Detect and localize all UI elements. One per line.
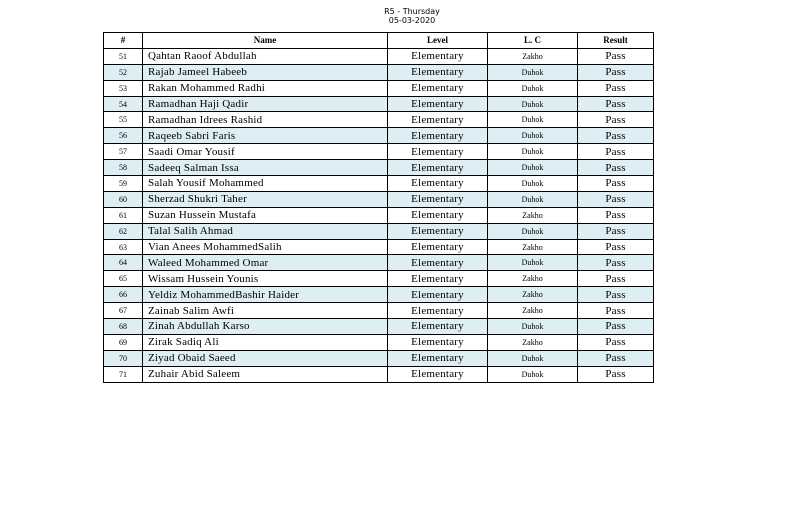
row-learning-center: Duhok — [488, 350, 578, 366]
row-learning-center: Duhok — [488, 96, 578, 112]
table-row — [104, 144, 654, 160]
table-row — [104, 334, 654, 350]
row-name: Rakan Mohammed Radhi — [143, 80, 388, 96]
table-row — [104, 191, 654, 207]
row-learning-center: Duhok — [488, 319, 578, 335]
row-level: Elementary — [388, 303, 488, 319]
row-learning-center: Zakho — [488, 287, 578, 303]
row-level: Elementary — [388, 319, 488, 335]
row-number: 53 — [104, 80, 143, 96]
table-row — [104, 350, 654, 366]
row-learning-center: Duhok — [488, 176, 578, 192]
row-learning-center: Duhok — [488, 128, 578, 144]
row-level: Elementary — [388, 350, 488, 366]
row-level: Elementary — [388, 287, 488, 303]
row-result: Pass — [578, 64, 654, 80]
row-level: Elementary — [388, 207, 488, 223]
row-level: Elementary — [388, 160, 488, 176]
table-row — [104, 319, 654, 335]
table-row — [104, 128, 654, 144]
table-row — [104, 207, 654, 223]
row-name: Zinah Abdullah Karso — [143, 319, 388, 335]
row-name: Zirak Sadiq Ali — [143, 334, 388, 350]
table-row — [104, 287, 654, 303]
row-name: Raqeeb Sabri Faris — [143, 128, 388, 144]
row-learning-center: Duhok — [488, 223, 578, 239]
row-name: Saadi Omar Yousif — [143, 144, 388, 160]
row-result: Pass — [578, 350, 654, 366]
row-name: Yeldiz MohammedBashir Haider — [143, 287, 388, 303]
row-number: 58 — [104, 160, 143, 176]
row-learning-center: Duhok — [488, 64, 578, 80]
row-number: 51 — [104, 48, 143, 64]
table-row — [104, 160, 654, 176]
table-header-row — [104, 33, 654, 49]
row-learning-center: Zakho — [488, 271, 578, 287]
row-name: Talal Salih Ahmad — [143, 223, 388, 239]
row-learning-center: Zakho — [488, 239, 578, 255]
table-row — [104, 64, 654, 80]
row-result: Pass — [578, 207, 654, 223]
row-number: 66 — [104, 287, 143, 303]
row-level: Elementary — [388, 64, 488, 80]
row-level: Elementary — [388, 255, 488, 271]
row-result: Pass — [578, 319, 654, 335]
column-header-name: Name — [143, 33, 388, 49]
table-row — [104, 271, 654, 287]
table-row — [104, 303, 654, 319]
row-level: Elementary — [388, 112, 488, 128]
row-level: Elementary — [388, 144, 488, 160]
row-level: Elementary — [388, 271, 488, 287]
row-name: Sadeeq Salman Issa — [143, 160, 388, 176]
row-name: Zuhair Abid Saleem — [143, 366, 388, 382]
column-header-number: # — [104, 33, 143, 49]
table-row — [104, 255, 654, 271]
row-level: Elementary — [388, 96, 488, 112]
column-header-level: Level — [388, 33, 488, 49]
row-learning-center: Duhok — [488, 112, 578, 128]
row-result: Pass — [578, 144, 654, 160]
row-number: 56 — [104, 128, 143, 144]
row-result: Pass — [578, 271, 654, 287]
row-level: Elementary — [388, 239, 488, 255]
row-level: Elementary — [388, 366, 488, 382]
row-result: Pass — [578, 239, 654, 255]
row-number: 64 — [104, 255, 143, 271]
row-level: Elementary — [388, 128, 488, 144]
session-title: R5 - Thursday — [384, 7, 440, 16]
row-name: Ramadhan Idrees Rashid — [143, 112, 388, 128]
row-number: 52 — [104, 64, 143, 80]
row-number: 71 — [104, 366, 143, 382]
row-result: Pass — [578, 128, 654, 144]
table-row — [104, 176, 654, 192]
row-learning-center: Zakho — [488, 303, 578, 319]
row-learning-center: Zakho — [488, 207, 578, 223]
row-level: Elementary — [388, 191, 488, 207]
row-learning-center: Duhok — [488, 160, 578, 176]
row-result: Pass — [578, 96, 654, 112]
row-number: 62 — [104, 223, 143, 239]
row-result: Pass — [578, 366, 654, 382]
row-result: Pass — [578, 223, 654, 239]
row-learning-center: Duhok — [488, 144, 578, 160]
row-result: Pass — [578, 48, 654, 64]
row-number: 59 — [104, 176, 143, 192]
row-name: Qahtan Raoof Abdullah — [143, 48, 388, 64]
row-name: Vian Anees MohammedSalih — [143, 239, 388, 255]
session-date: 05-03-2020 — [388, 16, 436, 25]
table-row — [104, 239, 654, 255]
row-learning-center: Duhok — [488, 191, 578, 207]
document-header — [0, 7, 800, 25]
row-number: 70 — [104, 350, 143, 366]
row-name: Rajab Jameel Habeeb — [143, 64, 388, 80]
table-row — [104, 223, 654, 239]
row-name: Suzan Hussein Mustafa — [143, 207, 388, 223]
row-learning-center: Duhok — [488, 80, 578, 96]
row-level: Elementary — [388, 334, 488, 350]
row-result: Pass — [578, 255, 654, 271]
column-header-result: Result — [578, 33, 654, 49]
row-number: 63 — [104, 239, 143, 255]
row-learning-center: Zakho — [488, 48, 578, 64]
row-result: Pass — [578, 176, 654, 192]
table-row — [104, 48, 654, 64]
row-result: Pass — [578, 112, 654, 128]
row-number: 54 — [104, 96, 143, 112]
column-header-lc: L. C — [488, 33, 578, 49]
table-row — [104, 80, 654, 96]
row-number: 65 — [104, 271, 143, 287]
table-row — [104, 366, 654, 382]
row-number: 60 — [104, 191, 143, 207]
row-name: Salah Yousif Mohammed — [143, 176, 388, 192]
row-level: Elementary — [388, 80, 488, 96]
row-level: Elementary — [388, 223, 488, 239]
row-number: 55 — [104, 112, 143, 128]
results-table — [103, 32, 654, 383]
row-number: 69 — [104, 334, 143, 350]
table-row — [104, 96, 654, 112]
row-level: Elementary — [388, 48, 488, 64]
row-learning-center: Duhok — [488, 255, 578, 271]
row-result: Pass — [578, 160, 654, 176]
row-number: 57 — [104, 144, 143, 160]
row-name: Ziyad Obaid Saeed — [143, 350, 388, 366]
row-number: 61 — [104, 207, 143, 223]
row-result: Pass — [578, 191, 654, 207]
row-result: Pass — [578, 334, 654, 350]
row-result: Pass — [578, 80, 654, 96]
row-name: Wissam Hussein Younis — [143, 271, 388, 287]
row-result: Pass — [578, 303, 654, 319]
row-result: Pass — [578, 287, 654, 303]
row-number: 67 — [104, 303, 143, 319]
table-row — [104, 112, 654, 128]
row-learning-center: Zakho — [488, 334, 578, 350]
row-number: 68 — [104, 319, 143, 335]
row-name: Sherzad Shukri Taher — [143, 191, 388, 207]
row-level: Elementary — [388, 176, 488, 192]
row-name: Waleed Mohammed Omar — [143, 255, 388, 271]
row-name: Zainab Salim Awfi — [143, 303, 388, 319]
row-name: Ramadhan Haji Qadir — [143, 96, 388, 112]
row-learning-center: Duhok — [488, 366, 578, 382]
